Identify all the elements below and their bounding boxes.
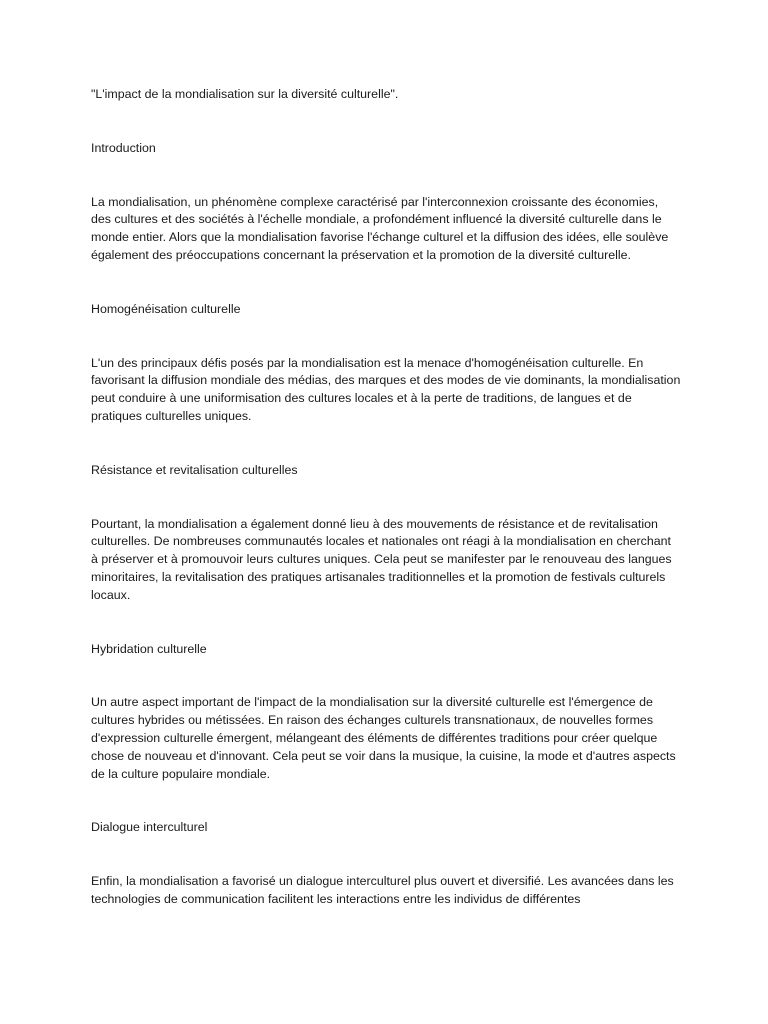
section-body-resistance: Pourtant, la mondialisation a également donné lieu à des mouvements de résistance et de revitalisation culturelles. De nombreuses communautés locales et nationales ont réagi à la mondialisation en cherchant à préserver et à promouvoir leurs cultures uniques. Cela peut se manifester par le renouveau des langues minoritaires, la revitalisation des pratiques artisanales traditionnelles et la promotion de festivals culturels locaux. — [91, 516, 672, 602]
section-heading-introduction: Introduction — [91, 140, 156, 155]
section-heading-dialogue: Dialogue interculturel — [91, 820, 208, 835]
section-heading-homogenisation: Homogénéisation culturelle — [91, 301, 241, 316]
document-content — [91, 86, 681, 945]
section-heading-resistance: Résistance et revitalisation culturelles — [91, 462, 298, 477]
section-body-introduction: La mondialisation, un phénomène complexe caractérisé par l'interconnexion croissante des économies, des cultures et des sociétés à l'échelle mondiale, a profondément influencé la diversité culturelle dans le monde entier. Alors que la mondialisation favorise l'échange culturel et la diffusion des idées, elle soulève également des préoccupations concernant la préservation et la promotion de la diversité culturelle. — [91, 194, 669, 262]
document-title: "L'impact de la mondialisation sur la diversité culturelle". — [91, 87, 399, 101]
section-body-hybridation: Un autre aspect important de l'impact de la mondialisation sur la diversité culturelle est l'émergence de cultures hybrides ou métissées. En raison des échanges culturels transnationaux, de nouvelles formes d'expression culturelle émergent, mélangeant des éléments de différentes traditions pour créer quelque chose de nouveau et d'innovant. Cela peut se voir dans la musique, la cuisine, la mode et d'autres aspects de la culture populaire mondiale. — [91, 695, 676, 781]
section-heading-hybridation: Hybridation culturelle — [91, 641, 207, 656]
section-body-dialogue: Enfin, la mondialisation a favorisé un dialogue interculturel plus ouvert et diversifié. Les avancées dans les technologies de communication facilitent les interactions entre les individus de différentes — [91, 874, 674, 906]
section-body-homogenisation: L'un des principaux défis posés par la mondialisation est la menace d'homogénéisation culturelle. En favorisant la diffusion mondiale des médias, des marques et des modes de vie dominants, la mondialisation peut conduire à une uniformisation des cultures locales et à la perte de traditions, de langues et de pratiques culturelles uniques. — [91, 355, 681, 423]
